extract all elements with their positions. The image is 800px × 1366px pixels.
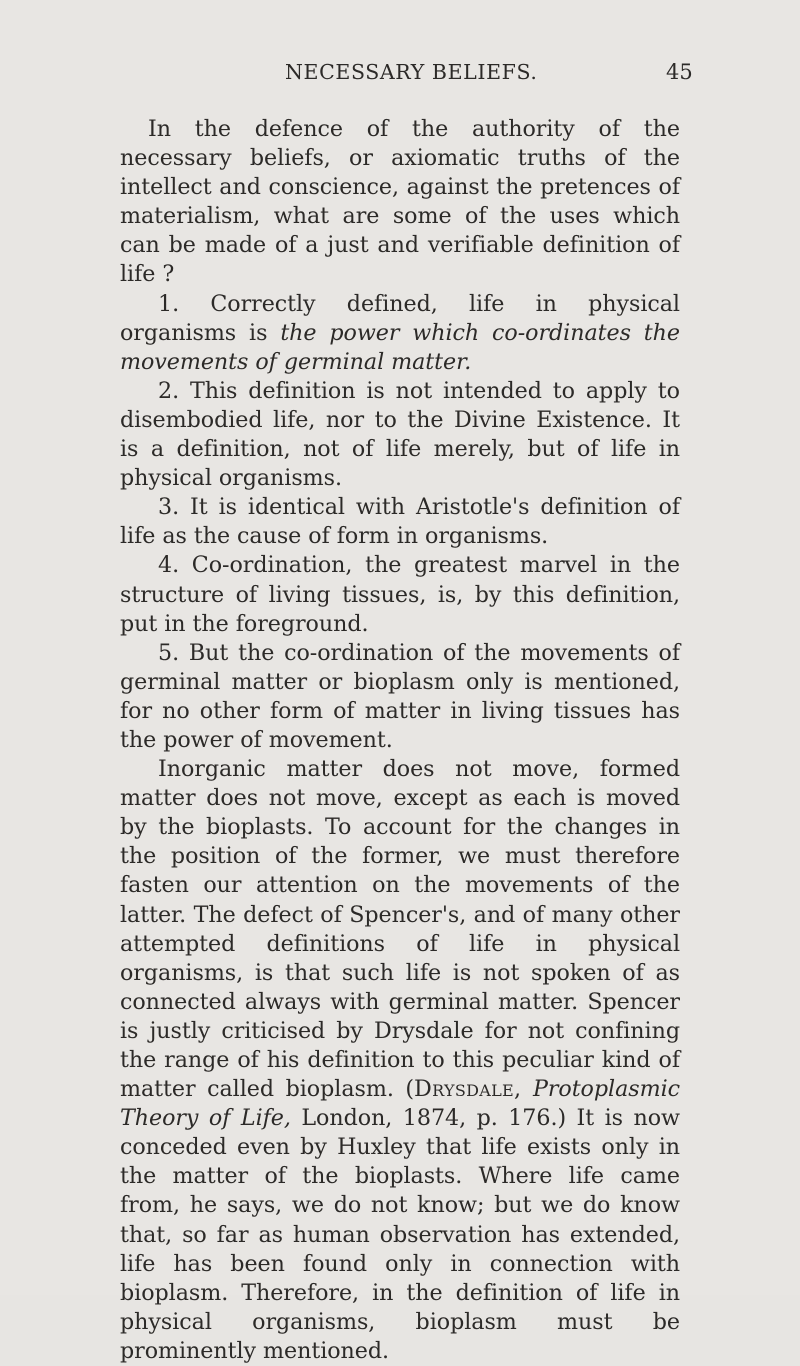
intro-paragraph [120,115,680,290]
numbered-paragraph-1 [120,290,680,377]
closing-text-1: Inorganic matter does not move, formed matter does not move, except as each is moved by the bioplasts. To account for the changes in the position of the former, we must therefore fasten our attention on the movements of the latter. The defect of Spencer's, and of many other attempted definitions of life in physical organisms, is that such life is not spoken of as connected always with germinal matter. Spencer is justly criticised by Drysdale for not confining the range of his definition to this peculiar kind of matter called bioplasm. ( [120,756,680,1103]
item-text: But the co-ordination of the movements of germinal matter or bioplasm only is mentioned, for no other form of matter in living tissues has the power of movement. [120,639,680,753]
page-body [120,115,680,1366]
numbered-paragraph-4 [120,551,680,638]
citation-author: Drysdale, [414,1076,522,1103]
citation-title: Protoplasmic Theory of Life, [120,1076,680,1132]
closing-paragraph [120,755,680,1366]
item-text: This definition is not intended to apply to disembodied life, nor to the Divine Existence. It is a definition, not of life merely, but of life in physical organisms. [120,377,680,492]
item-number: 3. [158,494,180,521]
item-number: 4. [158,552,180,579]
item-text: Co-ordination, the greatest marvel in the structure of living tissues, is, by this definition, put in the foreground. [120,552,680,637]
closing-text-2: London, 1874, p. 176.) It is now conceded even by Huxley that life exists only in the matter of the bioplasts. Where life came from, he says, we do not know; but we do know that, so far as human observation has extended, life has been found only in connection with bioplasm. Therefore, in the definition of life in physical organisms, bioplasm must be prominently mentioned. [120,1105,681,1364]
item-number: 2. [158,377,180,404]
numbered-paragraph-5 [120,639,680,755]
item-number: 5. [158,639,180,666]
definition-italic: the power which co-ordinates the movements of germinal matter. [120,319,680,375]
page-number: 45 [666,60,693,84]
item-number: 1. [158,290,180,317]
item-text: Correctly defined, life in physical organisms is [120,290,680,346]
numbered-paragraph-2 [120,377,680,493]
running-head: NECESSARY BELIEFS. [285,60,538,84]
numbered-paragraph-3 [120,493,680,551]
intro-text: In the defence of the authority of the necessary beliefs, or axiomatic truths of the intellect and conscience, against the pretences of materialism, what are some of the uses which can be made of a just and verifiable definition of life ? [120,116,680,288]
page-header [0,60,800,90]
item-text: It is identical with Aristotle's definition of life as the cause of form in organisms. [120,494,680,550]
